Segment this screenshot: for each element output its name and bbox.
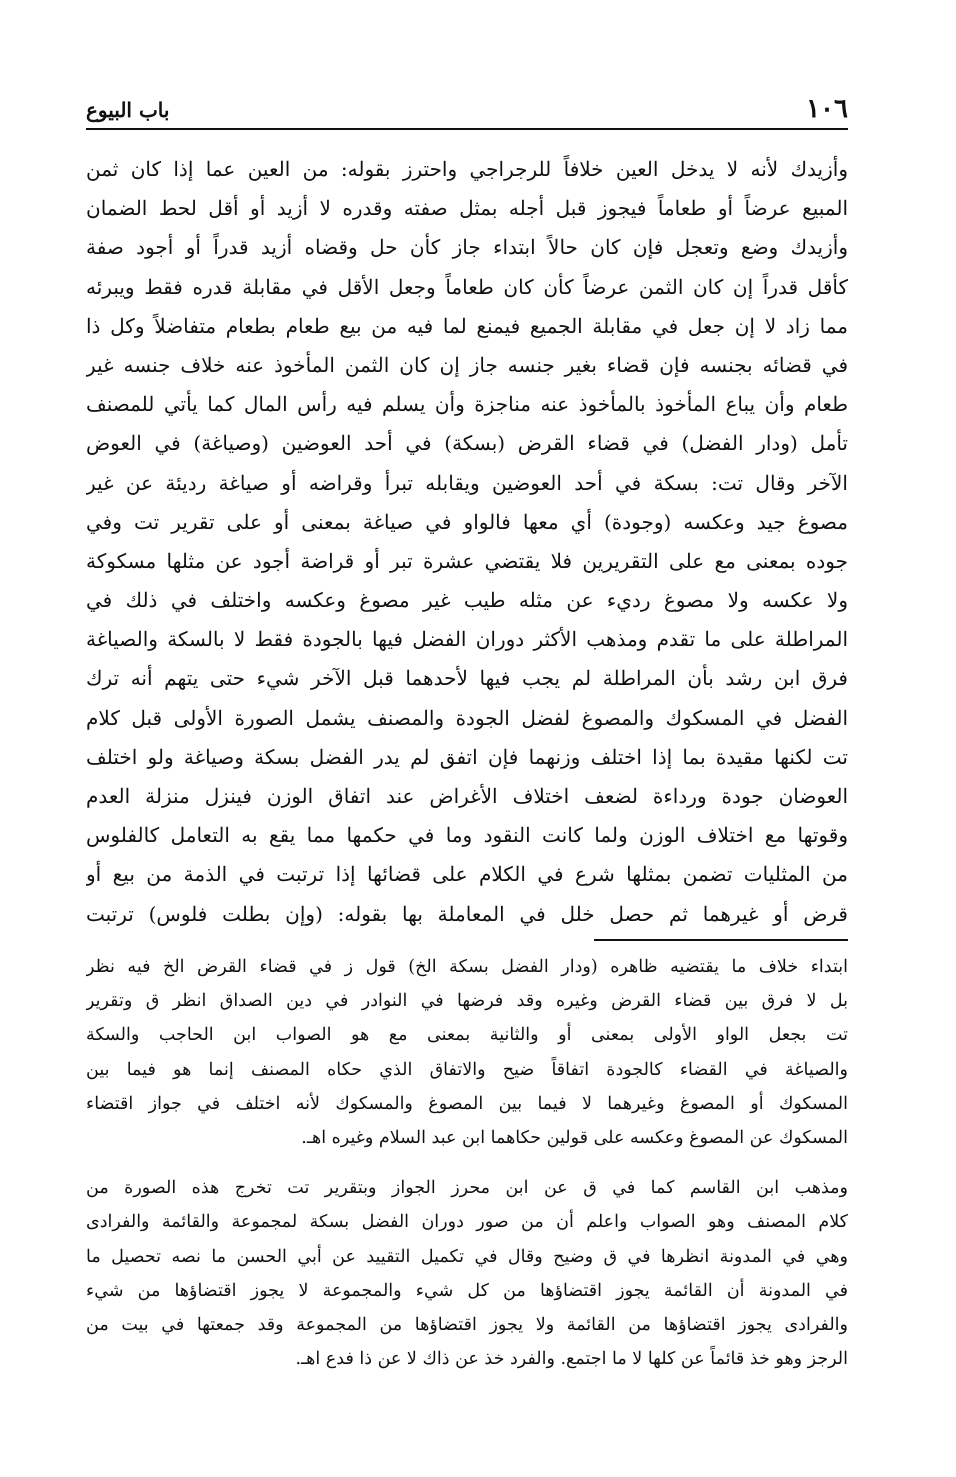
footnote-line: الرجز وهو خذ قائماً عن كلها لا ما اجتمع. والفرد خذ عن ذاك لا عن ذا فدع اهـ. — [295, 1349, 848, 1370]
main-text-line: الآخر وقال تت: بسكة في أحد العوضين ويقابله تبرأ وقراضه أو صياغة رديئة عن غير — [86, 470, 848, 495]
main-text-line: جوده بمعنى مع على التقريرين فلا يقتضي عشرة تبر أو قراضة أجود عن مثلها مسكوكة — [86, 548, 848, 573]
main-text-line: الفضل في المسكوك والمصوغ لفضل الجودة والمصنف يشمل الصورة الأولى قبل كلام — [86, 705, 848, 730]
main-text-body — [86, 150, 848, 934]
main-text-line: مما زاد لا إن جعل في مقابلة الجميع فيمنع لما فيه من بيع طعام بطعام متفاضلاً وكل ذا — [86, 313, 848, 338]
footnote-line: بل لا فرق بين قضاء القرض وغيره وقد فرضها في النوادر في دين الصداق انظر ق وتقرير — [86, 991, 848, 1012]
footnote-line: والفرادى يجوز اقتضاؤها من القائمة ولا يجوز اقتضاؤها من المجموعة وقد جمعتها في بيت من — [86, 1314, 848, 1335]
footnote-line: ابتداء خلاف ما يقتضيه ظاهره (ودار الفضل بسكة الخ) قول ز في قضاء القرض الخ فيه نظر — [86, 957, 848, 977]
footnote-line: ومذهب ابن القاسم كما في ق عن ابن محرز الجواز وبتقرير تت تخرج هذه الصورة من — [86, 1178, 848, 1199]
main-text-line: فرق ابن رشد بأن المراطلة لم يجب فيها لأحدهما قبل الآخر شيء حتى يتهم أنه ترك — [86, 666, 848, 691]
footnote-line: المسكوك أو المصوغ وغيرهما لا فيما بين المصوغ والمسكوك لأنه اختلف في جواز اقتضاء — [86, 1093, 848, 1114]
footnote-line: في المدونة أن القائمة يجوز اقتضاؤها من كل شيء والمجموعة لا يجوز اقتضاؤها من شيء — [86, 1280, 848, 1301]
main-text-line: وأزيدك وضع وتعجل فإن كان حالاً ابتداء جاز كأن حل وقضاه أزيد قدراً أو أجود صفة — [86, 235, 848, 260]
main-text-line: وأزيدك لأنه لا يدخل العين خلافاً للرجراجي واحترز بقوله: من العين عما إذا كان ثمن — [86, 157, 848, 181]
footnote-gap — [86, 1155, 848, 1171]
page-header — [86, 88, 848, 130]
main-text-line: قرض أو غيرهما ثم حصل خلل في المعاملة بها بقوله: (وإن بطلت فلوس) ترتبت — [86, 901, 848, 926]
main-text-line: من المثليات تضمن بمثلها شرع في الكلام على قضائها إذا ترتبت في الذمة من بيع أو — [86, 862, 848, 887]
footnote-line: والصياغة في القضاء كالجودة اتفاقاً ضيح والاتفاق الذي حكاه المصنف إنما هو فيما بين — [86, 1059, 848, 1080]
main-text-line: وقوتها مع اختلاف الوزن ولما كانت النقود وما في حكمها مما يقع به التعامل كالفلوس — [86, 823, 848, 848]
main-text-line: في قضائه بجنسه فإن قضاء بغير جنسه جاز إن كان الثمن المأخوذ عنه خلاف جنسه غير — [86, 352, 848, 377]
footnote-divider — [594, 939, 848, 941]
footnotes-section — [86, 950, 848, 1376]
main-text-line: تأمل (ودار الفضل) في قضاء القرض (بسكة) في أحد العوضين (وصياغة) في العوض — [86, 431, 848, 456]
main-text-line: العوضان جودة ورداءة لضعف اختلاف الأغراض عند اتفاق الوزن فينزل منزلة العدم — [86, 784, 848, 808]
chapter-title: باب البيوع — [86, 98, 170, 122]
footnote-line: كلام المصنف وهو الصواب واعلم أن من صور دوران الفضل بسكة لمجموعة والقائمة والفرادى — [86, 1212, 848, 1233]
main-text-line: المبيع عرضاً أو طعاماً فيجوز قبل أجله بمثل صفته وقدره لا أزيد أو أقل لحط الضمان — [86, 196, 848, 221]
main-text-line: مصوغ جيد وعكسه (وجودة) أي معها فالواو في صياغة بمعنى أو على تقرير تت وفي — [86, 509, 848, 534]
main-text-line: تت لكنها مقيدة بما إذا اختلف وزنهما فإن اتفق لم يدر الفضل بسكة وصياغة ولو اختلف — [86, 744, 848, 769]
footnote-line: وهي في المدونة انظرها في ق وضيح وقال في تكميل التقييد عن أبي الحسن ما نصه تحصيل ما — [86, 1246, 848, 1267]
footnote-line: المسكوك عن المصوغ وعكسه على قولين حكاهما ابن عبد السلام وغيره اهـ. — [301, 1127, 848, 1148]
main-text-line: طعام وأن يباع المأخوذ بالمأخوذ عنه مناجزة وأن يسلم فيه رأس المال كما يأتي للمصنف — [86, 392, 848, 417]
main-text-line: المراطلة على ما تقدم ومذهب الأكثر دوران الفضل فيها بالجودة فقط لا بالسكة والصياغة — [86, 627, 848, 652]
main-text-line: كأقل قدراً إن كان الثمن عرضاً كأن كان طعاماً وجعل الأقل في مقابلة قدره فقط ويبرئه — [86, 274, 848, 299]
footnote-line: تت بجعل الواو الأولى بمعنى أو والثانية بمعنى مع هو الصواب ابن الحاجب والسكة — [86, 1025, 848, 1046]
page-number: ١٠٦ — [806, 94, 848, 124]
main-text-line: ولا عكسه ولا مصوغ رديء عن مثله طيب غير مصوغ وعكسه واختلف في ذلك في — [86, 588, 848, 613]
